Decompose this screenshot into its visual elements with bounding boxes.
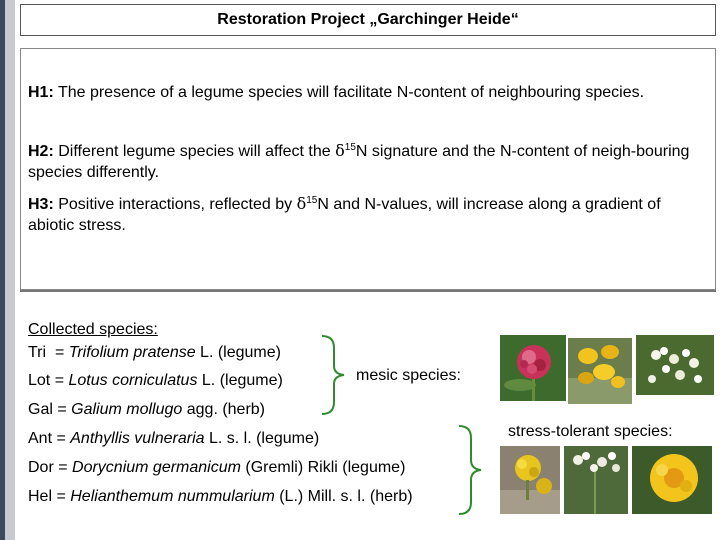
hypothesis-label: H3:	[28, 196, 54, 213]
species-item-ant	[28, 429, 319, 449]
dorycnium-image	[564, 446, 628, 514]
species-authority: (L.) Mill. s. l. (herb)	[274, 488, 413, 505]
species-sep: =	[53, 459, 73, 476]
white-galium-photo-icon	[636, 335, 714, 395]
red-clover-image	[500, 335, 566, 401]
species-authority: agg. (herb)	[182, 401, 266, 418]
stress-brace	[455, 424, 495, 516]
species-authority: (Gremli) Rikli (legume)	[240, 459, 406, 476]
species-sep: =	[52, 401, 72, 418]
species-item-lot	[28, 371, 283, 391]
hypothesis-h1	[28, 82, 708, 103]
species-abbr: Tri	[28, 344, 47, 361]
hypothesis-label: H1:	[28, 84, 54, 101]
species-authority: L. (legume)	[195, 344, 281, 361]
hypothesis-text: The presence of a legume species will facilitate N-content of neighbouring species.	[57, 84, 645, 101]
species-item-dor	[28, 458, 405, 478]
left-accent-bar-light	[5, 0, 15, 540]
species-name: Lotus corniculatus	[68, 372, 198, 389]
delta-symbol: δ	[296, 194, 307, 213]
species-item-tri	[28, 343, 281, 363]
species-abbr: Gal	[28, 401, 53, 418]
yellow-helianthemum-photo-icon	[632, 446, 712, 514]
mesic-group-label: mesic species:	[356, 367, 461, 384]
yellow-anthyllis-photo-icon	[500, 446, 560, 514]
hypothesis-text: Different legume species will affect the	[58, 143, 336, 160]
galium-image	[636, 335, 714, 395]
species-sep: =	[52, 488, 71, 505]
mesic-brace	[318, 334, 358, 416]
white-dorycnium-photo-icon	[564, 446, 628, 514]
species-abbr: Hel	[28, 488, 53, 505]
isotope-superscript: 15	[306, 195, 318, 206]
red-clover-photo-icon	[500, 335, 566, 401]
slide-title	[20, 4, 716, 36]
stress-group-label: stress-tolerant species:	[508, 423, 673, 440]
slide-title-text: Restoration Project „Garchinger Heide“	[217, 11, 519, 28]
hypothesis-text: Positive interactions, reflected by	[58, 196, 297, 213]
species-sep: =	[50, 372, 69, 389]
helianthemum-image	[632, 446, 712, 514]
species-name: Helianthemum nummularium	[70, 488, 275, 505]
hypothesis-text-cont: N and N-values, will increase along a gradient of abiotic stress.	[28, 196, 661, 234]
species-name: Dorycnium germanicum	[72, 459, 241, 476]
species-abbr: Lot	[28, 372, 51, 389]
species-abbr: Ant	[28, 430, 53, 447]
species-sep: =	[52, 430, 71, 447]
species-name: Anthyllis vulneraria	[70, 430, 205, 447]
species-authority: L. s. l. (legume)	[204, 430, 320, 447]
species-name: Galium mollugo	[71, 401, 183, 418]
hypothesis-text-cont: N signature and the N-content of neigh-bouring species differently.	[28, 143, 690, 181]
lotus-image	[568, 338, 632, 404]
species-sep: =	[46, 344, 69, 361]
species-header: Collected species:	[28, 321, 158, 338]
anthyllis-image	[500, 446, 560, 514]
species-abbr: Dor	[28, 459, 54, 476]
hypothesis-h2	[28, 137, 708, 183]
species-name: Trifolium pratense	[68, 344, 196, 361]
isotope-superscript: 15	[344, 142, 356, 153]
species-item-gal	[28, 400, 265, 420]
species-item-hel	[28, 487, 413, 507]
delta-symbol: δ	[335, 141, 345, 160]
hypothesis-h3	[28, 190, 708, 236]
yellow-lotus-photo-icon	[568, 338, 632, 404]
hypothesis-label: H2:	[28, 143, 54, 160]
species-authority: L. (legume)	[197, 372, 283, 389]
